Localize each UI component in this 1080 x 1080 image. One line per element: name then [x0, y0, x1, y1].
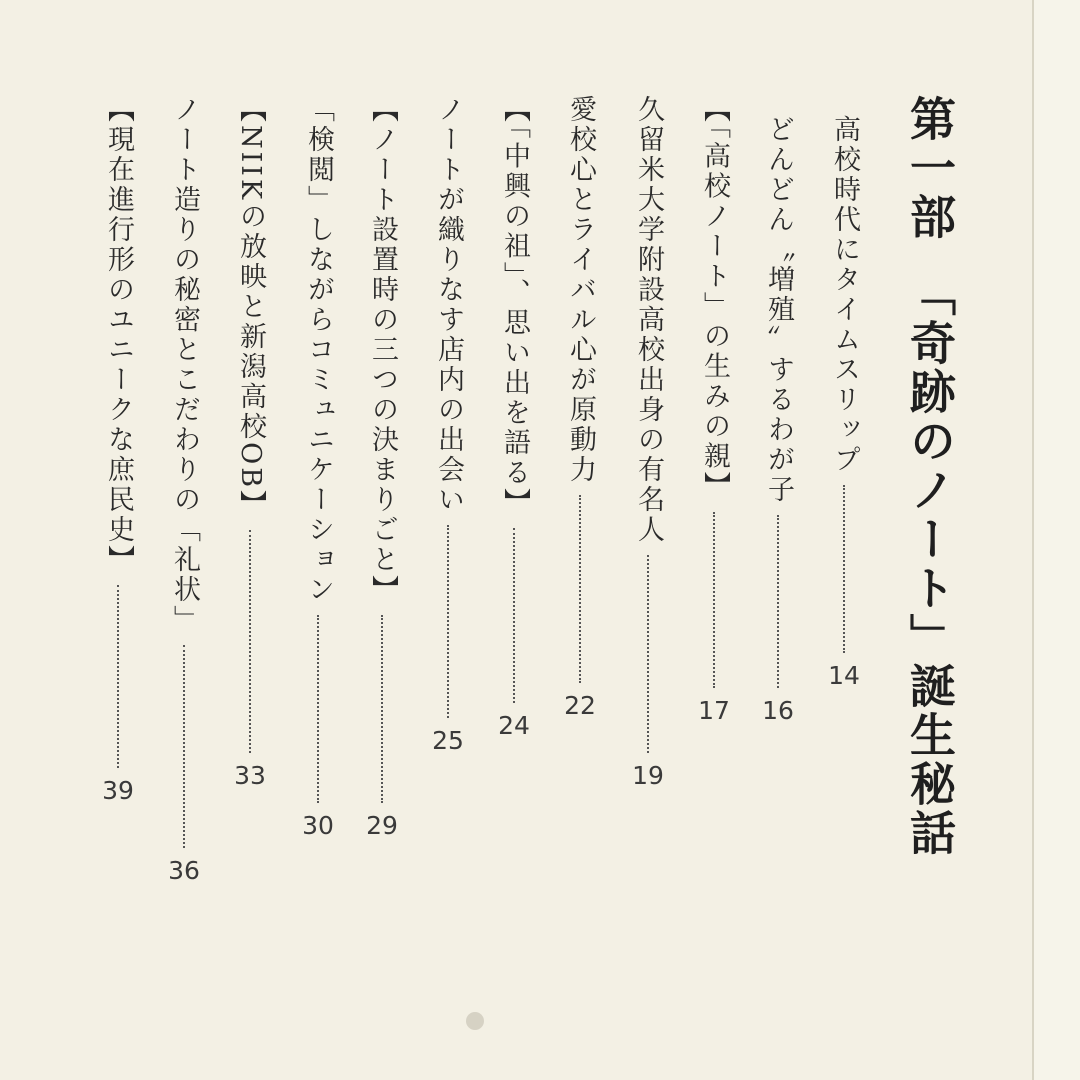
dot-leader	[579, 495, 581, 683]
paper-smudge	[466, 1012, 484, 1030]
toc-entry-title: 【現在進行形のユニークな庶民史】	[103, 95, 134, 575]
dot-leader	[647, 555, 649, 753]
toc-entry-title: 【「高校ノート」の生みの親】	[699, 95, 730, 502]
toc-entry-page: 24	[498, 711, 530, 740]
toc-entry[interactable]	[822, 115, 866, 690]
toc-entry[interactable]	[626, 95, 670, 790]
toc-entry-page: 19	[632, 761, 664, 790]
toc-entry[interactable]	[492, 95, 536, 740]
toc-entry-page: 16	[762, 696, 794, 725]
toc-entry-page: 29	[366, 811, 398, 840]
dot-leader	[317, 615, 319, 803]
dot-leader	[117, 585, 119, 768]
toc-entry-page: 17	[698, 696, 730, 725]
dot-leader	[249, 530, 251, 753]
dot-leader	[447, 525, 449, 718]
toc-entry[interactable]	[96, 95, 140, 805]
toc-entry-page: 39	[102, 776, 134, 805]
part-label: 第一部	[903, 95, 957, 242]
toc-entry-title: 久留米大学附設高校出身の有名人	[633, 95, 664, 545]
toc-entry-page: 25	[432, 726, 464, 755]
dot-leader	[513, 528, 515, 703]
toc-entry-title: ノートが織りなす店内の出会い	[433, 95, 464, 515]
toc-entry-title: 高校時代にタイムスリップ	[829, 115, 860, 475]
toc-entry-title: 「検閲」しながらコミュニケーション	[303, 95, 334, 605]
toc-entry[interactable]	[426, 95, 470, 755]
toc-entry[interactable]	[162, 95, 206, 885]
dot-leader	[381, 615, 383, 803]
toc-entry-page: 30	[302, 811, 334, 840]
toc-entry-title: 愛校心とライバル心が原動力	[565, 95, 596, 485]
dot-leader	[713, 512, 715, 689]
toc-entry-page: 36	[168, 856, 200, 885]
dot-leader	[843, 485, 845, 653]
dot-leader	[777, 515, 779, 688]
toc-entry[interactable]	[692, 95, 736, 725]
toc-entry-page: 22	[564, 691, 596, 720]
toc-entry-title: ノート造りの秘密とこだわりの「礼状」	[169, 95, 200, 635]
toc-entry[interactable]	[228, 95, 272, 790]
dot-leader	[183, 645, 185, 848]
part-title: 「奇跡のノート」誕生秘話	[903, 270, 957, 858]
toc-entry[interactable]	[558, 95, 602, 720]
toc-entry-page: 14	[828, 661, 860, 690]
toc-entry-title: 【「中興の祖」、思い出を語る】	[499, 95, 530, 518]
toc-entry-title: 【ノート設置時の三つの決まりごと】	[367, 95, 398, 605]
toc-entry-title: どんどん〝増殖〟するわが子	[763, 115, 794, 505]
toc-entry-page: 33	[234, 761, 266, 790]
toc-entry[interactable]	[756, 115, 800, 725]
toc-entry-title: 【NIIKの放映と新潟高校OB】	[235, 95, 266, 521]
toc-entry[interactable]	[360, 95, 404, 840]
toc-entry[interactable]	[296, 95, 340, 840]
